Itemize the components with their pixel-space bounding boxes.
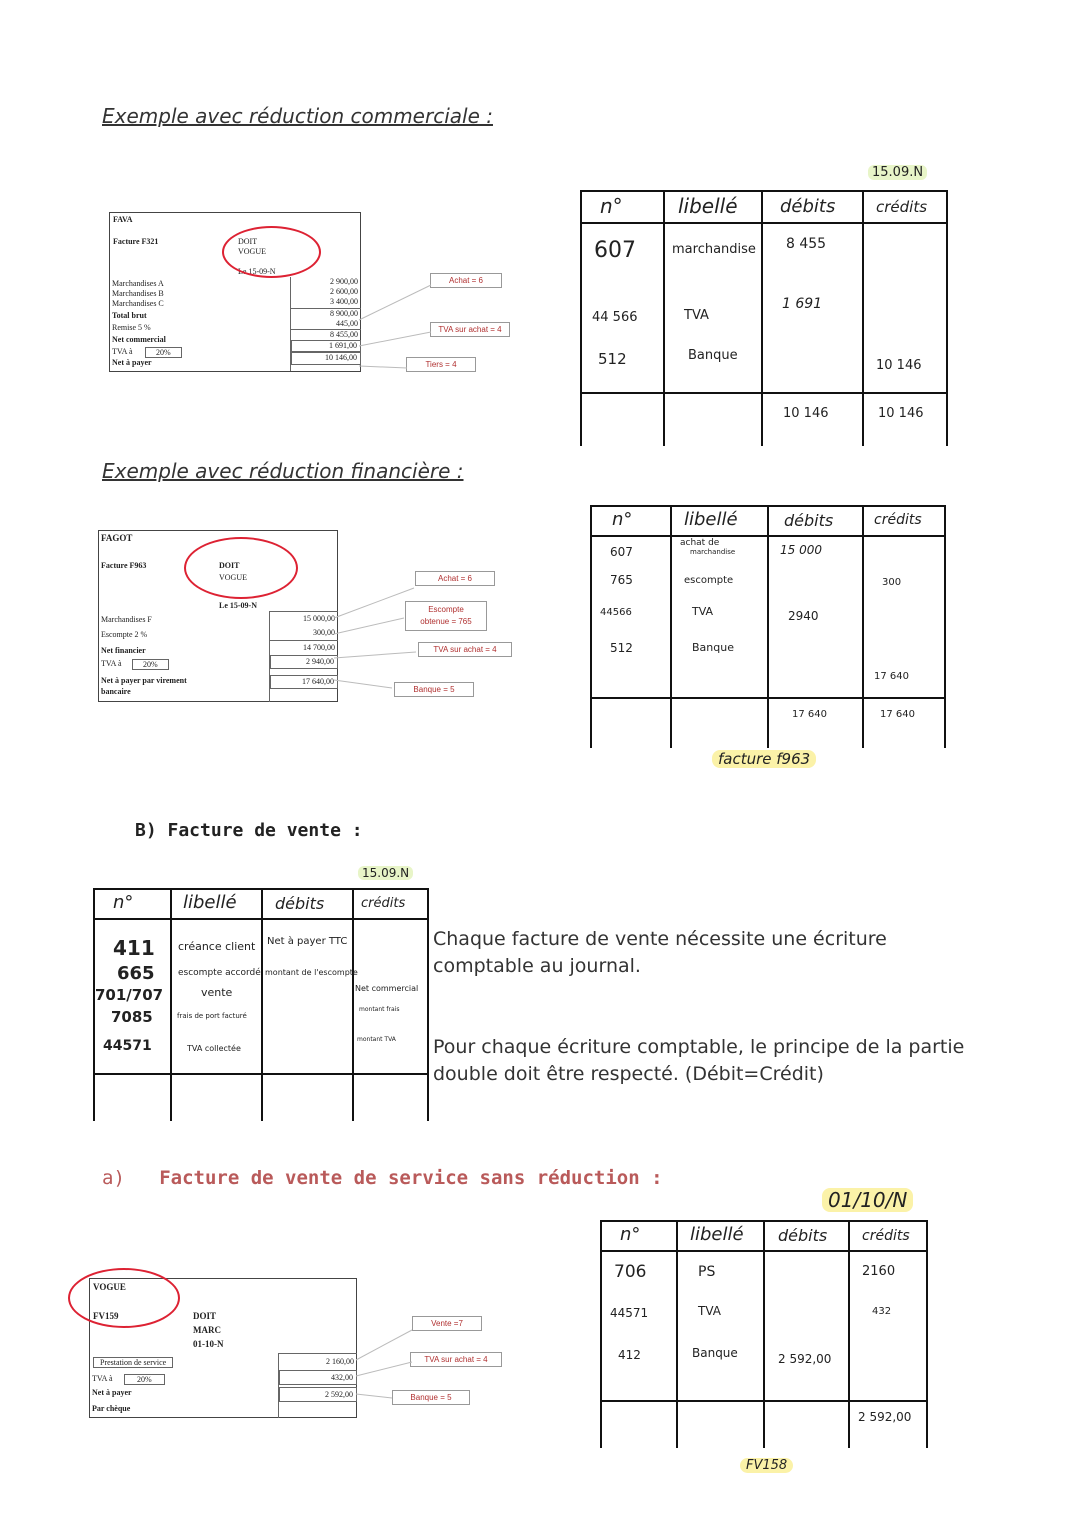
header-debits: débits bbox=[784, 511, 834, 530]
account: 44571 bbox=[103, 1038, 152, 1054]
invoice-number: FV159 bbox=[93, 1311, 119, 1321]
invoice-client: VOGUE bbox=[238, 247, 266, 256]
header-num: n° bbox=[612, 509, 633, 530]
value: 1 691,00 bbox=[291, 340, 361, 352]
value: 15 000,00 bbox=[303, 614, 335, 623]
invoice-number: Facture F321 bbox=[113, 237, 159, 246]
account: 701/707 bbox=[95, 986, 164, 1004]
libelle: TVA collectée bbox=[187, 1044, 241, 1053]
row-prestation: Prestation de service bbox=[93, 1357, 173, 1368]
credit: Net commercial bbox=[355, 984, 419, 993]
arrows bbox=[355, 280, 435, 370]
tva-rate: 20% bbox=[124, 1374, 165, 1385]
total-debit: 10 146 bbox=[783, 406, 829, 421]
row-total-brut: Total brut bbox=[112, 311, 147, 320]
label-banque: Banque = 5 bbox=[394, 682, 474, 697]
libelle: créance client bbox=[178, 940, 256, 953]
value: 8 900,00 bbox=[291, 308, 361, 319]
header-num: n° bbox=[600, 194, 623, 218]
header-libelle: libellé bbox=[684, 509, 738, 530]
account: 765 bbox=[610, 573, 633, 587]
row-marchandises-f: Marchandises F bbox=[101, 615, 152, 624]
header-libelle: libellé bbox=[678, 194, 738, 218]
journal3-date: 15.09.N bbox=[358, 866, 413, 880]
value: 14 700,00 bbox=[270, 640, 338, 655]
invoice-number: Facture F963 bbox=[101, 561, 147, 570]
heading-service-sans-reduction bbox=[102, 1167, 663, 1189]
credit: 432 bbox=[872, 1306, 892, 1317]
debit: montant de l'escompte bbox=[265, 968, 358, 977]
row-net-financier: Net financier bbox=[101, 646, 146, 655]
label-tiers: Tiers = 4 bbox=[406, 357, 476, 372]
header-debits: débits bbox=[780, 196, 836, 217]
credit: montant TVA bbox=[357, 1036, 396, 1043]
debit: 2 592,00 bbox=[778, 1352, 832, 1366]
label-tva-achat: TVA sur achat = 4 bbox=[430, 322, 510, 337]
row-marchandises-a: Marchandises A bbox=[112, 279, 164, 288]
value: 300,00 bbox=[313, 628, 335, 637]
header-libelle: libellé bbox=[690, 1224, 744, 1245]
libelle-line2: marchandise bbox=[690, 548, 736, 556]
journal2-table bbox=[590, 505, 948, 750]
invoice-client: VOGUE bbox=[219, 573, 247, 582]
journal1-date: 15.09.N bbox=[868, 165, 927, 180]
label-tva-achat: TVA sur achat = 4 bbox=[410, 1352, 502, 1367]
heading-prefix: a) bbox=[102, 1167, 125, 1189]
label-achat: Achat = 6 bbox=[430, 273, 502, 288]
journal4-table bbox=[600, 1220, 930, 1450]
libelle: Banque bbox=[692, 641, 734, 654]
paragraph-partie-double: Pour chaque écriture comptable, le principe de la partie double doit être respecté. (Débit=Crédit) bbox=[433, 1036, 965, 1085]
value: 8 455,00 bbox=[291, 329, 361, 340]
libelle: TVA bbox=[684, 308, 709, 323]
debit: 8 455 bbox=[786, 236, 827, 252]
row-marchandises-b: Marchandises B bbox=[112, 289, 164, 298]
tva-rate: 20% bbox=[145, 347, 182, 358]
account: 665 bbox=[117, 963, 155, 984]
invoice-doit: DOIT bbox=[193, 1311, 217, 1321]
invoice-company: FAGOT bbox=[101, 533, 133, 543]
header-libelle: libellé bbox=[183, 892, 237, 913]
debit: 2940 bbox=[788, 609, 819, 623]
row-tva: TVA à bbox=[92, 1374, 113, 1383]
highlight-circle bbox=[184, 537, 298, 599]
label-achat: Achat = 6 bbox=[415, 571, 495, 586]
libelle: escompte bbox=[684, 575, 734, 586]
invoice-date: Le 15-09-N bbox=[238, 267, 276, 276]
libelle-line1: achat de bbox=[680, 538, 720, 548]
debit: 1 691 bbox=[782, 296, 823, 312]
invoice-doit: DOIT bbox=[238, 237, 258, 246]
heading-reduction-commerciale: Exemple avec réduction commerciale : bbox=[102, 104, 493, 128]
journal4-date: 01/10/N bbox=[822, 1188, 913, 1212]
label-vente: Vente =7 bbox=[412, 1316, 482, 1331]
libelle: PS bbox=[698, 1264, 716, 1280]
libelle: TVA bbox=[692, 605, 714, 618]
account: 7085 bbox=[111, 1008, 153, 1026]
account: 512 bbox=[598, 350, 627, 368]
header-credits: crédits bbox=[862, 1228, 910, 1244]
journal2-caption: facture f963 bbox=[712, 750, 816, 768]
libelle: escompte accordé bbox=[178, 968, 261, 978]
header-debits: débits bbox=[778, 1226, 828, 1245]
row-escompte: Escompte 2 % bbox=[101, 630, 148, 639]
libelle: marchandise bbox=[672, 242, 756, 257]
header-num: n° bbox=[620, 1224, 641, 1245]
account: 44566 bbox=[600, 607, 632, 618]
label-escompte-line1: Escompte bbox=[428, 605, 464, 614]
label-banque: Banque = 5 bbox=[392, 1390, 470, 1405]
header-credits: crédits bbox=[876, 198, 928, 216]
journal1-table bbox=[580, 190, 950, 448]
account: 44 566 bbox=[592, 310, 638, 325]
value: 2 940,00 bbox=[270, 655, 338, 669]
account: 44571 bbox=[610, 1306, 649, 1320]
paragraph-ecriture: Chaque facture de vente nécessite une écriture comptable au journal. bbox=[433, 928, 887, 977]
credit: 300 bbox=[882, 577, 902, 588]
value: 3 400,00 bbox=[330, 297, 358, 307]
value: 2 900,00 bbox=[330, 277, 358, 286]
journal3-table bbox=[93, 888, 431, 1123]
invoice-doit: DOIT bbox=[219, 561, 240, 570]
header-debits: débits bbox=[275, 894, 325, 913]
row-net-a-payer: Net à payer bbox=[112, 358, 152, 367]
value: 17 640,00 bbox=[270, 675, 338, 689]
libelle: frais de port facturé bbox=[177, 1012, 247, 1020]
heading-facture-vente: B) Facture de vente : bbox=[135, 820, 363, 841]
account: 607 bbox=[610, 545, 633, 559]
row-tva: TVA à bbox=[112, 347, 133, 356]
invoice-company: FAVA bbox=[113, 215, 133, 224]
heading-text: Facture de vente de service sans réduction : bbox=[159, 1167, 663, 1189]
row-marchandises-c: Marchandises C bbox=[112, 299, 164, 308]
account: 411 bbox=[113, 936, 155, 960]
value: 2 160,00 bbox=[326, 1357, 354, 1366]
credit: 17 640 bbox=[874, 671, 909, 682]
value: 2 592,00 bbox=[279, 1387, 357, 1402]
label-escompte-line2: obtenue = 765 bbox=[420, 617, 472, 626]
account: 412 bbox=[618, 1348, 641, 1362]
value: 10 146,00 bbox=[291, 352, 361, 364]
total-credit: 17 640 bbox=[880, 709, 915, 720]
row-bancaire: bancaire bbox=[101, 687, 131, 696]
label-tva-achat: TVA sur achat = 4 bbox=[418, 642, 512, 657]
account: 706 bbox=[614, 1262, 647, 1282]
header-credits: crédits bbox=[361, 896, 406, 911]
libelle: Banque bbox=[688, 348, 738, 363]
total-credit: 10 146 bbox=[878, 406, 924, 421]
total-debit: 17 640 bbox=[792, 709, 827, 720]
libelle: Banque bbox=[692, 1346, 738, 1360]
row-par-cheque: Par chèque bbox=[92, 1404, 131, 1413]
tva-rate: 20% bbox=[132, 659, 169, 670]
value: 432,00 bbox=[279, 1370, 357, 1385]
row-tva: TVA à bbox=[101, 659, 122, 668]
row-net-commercial: Net commercial bbox=[112, 335, 166, 344]
credit: 2 592,00 bbox=[858, 1410, 912, 1424]
row-net-a-payer: Net à payer par virement bbox=[101, 676, 187, 685]
libelle-achat bbox=[680, 539, 735, 557]
heading-reduction-financiere: Exemple avec réduction financière : bbox=[102, 459, 464, 483]
invoice-date: 01-10-N bbox=[193, 1339, 224, 1349]
row-net-a-payer: Net à payer bbox=[92, 1388, 132, 1397]
account: 512 bbox=[610, 641, 633, 655]
invoice-company: VOGUE bbox=[93, 1282, 126, 1292]
row-remise: Remise 5 % bbox=[112, 323, 151, 332]
highlight-circle bbox=[68, 1268, 180, 1328]
debit: Net à payer TTC bbox=[267, 936, 348, 947]
highlight-circle bbox=[222, 226, 321, 278]
libelle: vente bbox=[201, 986, 233, 999]
invoice-client: MARC bbox=[193, 1325, 221, 1335]
debit: 15 000 bbox=[780, 543, 822, 557]
credit: 2160 bbox=[862, 1264, 896, 1279]
journal4-caption: FV158 bbox=[740, 1458, 793, 1473]
credit: montant frais bbox=[359, 1006, 400, 1013]
arrows bbox=[352, 1318, 418, 1404]
value: 445,00 bbox=[336, 318, 358, 328]
account: 607 bbox=[594, 238, 636, 263]
credit: 10 146 bbox=[876, 358, 922, 373]
invoice-date: Le 15-09-N bbox=[219, 601, 257, 610]
header-num: n° bbox=[113, 892, 134, 913]
header-credits: crédits bbox=[874, 512, 922, 528]
libelle: TVA bbox=[698, 1304, 721, 1318]
value: 2 600,00 bbox=[330, 287, 358, 297]
arrows bbox=[330, 580, 420, 692]
